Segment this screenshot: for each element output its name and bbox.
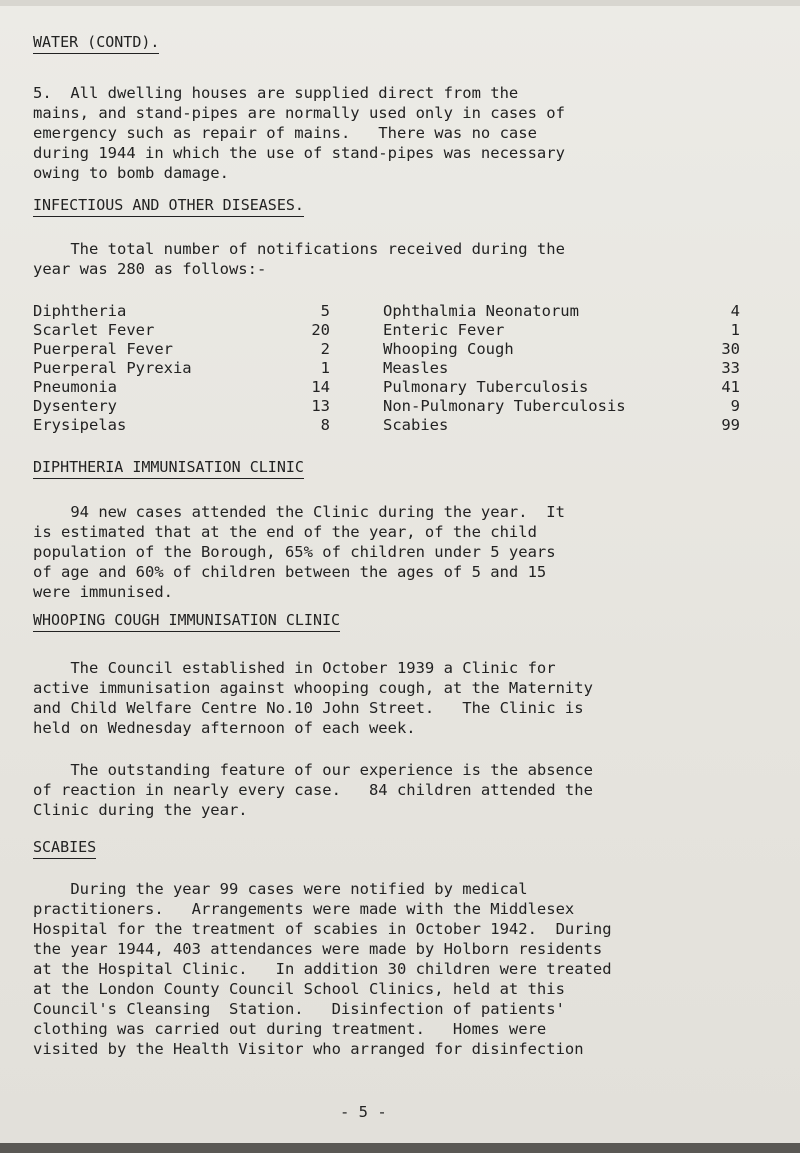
disease-name-enteric-fever: Enteric Fever: [383, 321, 505, 339]
infectious-intro-2: year was 280 as follows:-: [33, 260, 267, 278]
scabies-line-9: visited by the Health Visitor who arranged for disinfection: [33, 1040, 584, 1058]
diphtheria-clinic-line-5: were immunised.: [33, 583, 173, 601]
diphtheria-clinic-heading: DIPHTHERIA IMMUNISATION CLINIC: [33, 458, 304, 479]
disease-count-diphtheria: 5: [320, 302, 330, 320]
scabies-line-6: at the London County Council School Clinics, held at this: [33, 980, 565, 998]
disease-count-pulmonary-tuberculosis: 41: [721, 378, 740, 396]
disease-count-whooping-cough: 30: [721, 340, 740, 358]
page-number: - 5 -: [340, 1103, 387, 1121]
disease-count-erysipelas: 8: [320, 416, 330, 434]
scabies-line-2: practitioners. Arrangements were made with the Middlesex: [33, 900, 575, 918]
page-bottom-edge: [0, 1143, 800, 1153]
scabies-line-7: Council's Cleansing Station. Disinfection of patients': [33, 1000, 565, 1018]
scabies-line-1: During the year 99 cases were notified by medical: [33, 880, 528, 898]
whooping-clinic-p1-line-2: active immunisation against whooping cough, at the Maternity: [33, 679, 593, 697]
water-line-1: 5. All dwelling houses are supplied direct from the: [33, 84, 519, 102]
disease-name-scabies: Scabies: [383, 416, 449, 434]
disease-count-pneumonia: 14: [311, 378, 330, 396]
disease-count-measles: 33: [721, 359, 740, 377]
disease-name-scarlet-fever: Scarlet Fever: [33, 321, 155, 339]
diphtheria-clinic-line-2: is estimated that at the end of the year, of the child: [33, 523, 537, 541]
disease-name-puerperal-pyrexia: Puerperal Pyrexia: [33, 359, 192, 377]
disease-count-scarlet-fever: 20: [311, 321, 330, 339]
disease-name-pneumonia: Pneumonia: [33, 378, 117, 396]
disease-name-non-pulmonary-tuberculosis: Non-Pulmonary Tuberculosis: [383, 397, 626, 415]
infectious-heading: INFECTIOUS AND OTHER DISEASES.: [33, 196, 304, 217]
disease-name-erysipelas: Erysipelas: [33, 416, 127, 434]
disease-name-whooping-cough: Whooping Cough: [383, 340, 514, 358]
scabies-heading: SCABIES: [33, 838, 96, 859]
scabies-line-3: Hospital for the treatment of scabies in October 1942. During: [33, 920, 612, 938]
disease-name-puerperal-fever: Puerperal Fever: [33, 340, 173, 358]
whooping-clinic-p1-line-1: The Council established in October 1939 a Clinic for: [33, 659, 556, 677]
disease-count-ophthalmia-neonatorum: 4: [730, 302, 740, 320]
disease-name-diphtheria: Diphtheria: [33, 302, 127, 320]
whooping-clinic-p2-line-3: Clinic during the year.: [33, 801, 248, 819]
whooping-clinic-p1-line-4: held on Wednesday afternoon of each week.: [33, 719, 416, 737]
water-line-5: owing to bomb damage.: [33, 164, 229, 182]
water-line-3: emergency such as repair of mains. There was no case: [33, 124, 537, 142]
whooping-clinic-p2-line-1: The outstanding feature of our experience is the absence: [33, 761, 593, 779]
disease-name-ophthalmia-neonatorum: Ophthalmia Neonatorum: [383, 302, 579, 320]
disease-count-scabies: 99: [721, 416, 740, 434]
whooping-clinic-p2-line-2: of reaction in nearly every case. 84 children attended the: [33, 781, 593, 799]
water-line-4: during 1944 in which the use of stand-pipes was necessary: [33, 144, 565, 162]
scabies-line-4: the year 1944, 403 attendances were made by Holborn residents: [33, 940, 603, 958]
whooping-clinic-p1-line-3: and Child Welfare Centre No.10 John Street. The Clinic is: [33, 699, 584, 717]
disease-count-puerperal-fever: 2: [320, 340, 330, 358]
diphtheria-clinic-line-3: population of the Borough, 65% of children under 5 years: [33, 543, 556, 561]
scabies-line-8: clothing was carried out during treatment. Homes were: [33, 1020, 547, 1038]
water-line-2: mains, and stand-pipes are normally used only in cases of: [33, 104, 565, 122]
disease-count-non-pulmonary-tuberculosis: 9: [730, 397, 740, 415]
disease-name-dysentery: Dysentery: [33, 397, 117, 415]
infectious-intro-1: The total number of notifications received during the: [33, 240, 565, 258]
disease-count-puerperal-pyrexia: 1: [320, 359, 330, 377]
diphtheria-clinic-line-1: 94 new cases attended the Clinic during the year. It: [33, 503, 565, 521]
water-heading: WATER (CONTD).: [33, 33, 159, 54]
disease-name-pulmonary-tuberculosis: Pulmonary Tuberculosis: [383, 378, 589, 396]
disease-count-dysentery: 13: [311, 397, 330, 415]
page-top-edge: [0, 0, 800, 6]
diphtheria-clinic-line-4: of age and 60% of children between the ages of 5 and 15: [33, 563, 547, 581]
whooping-clinic-heading: WHOOPING COUGH IMMUNISATION CLINIC: [33, 611, 340, 632]
scabies-line-5: at the Hospital Clinic. In addition 30 children were treated: [33, 960, 612, 978]
disease-count-enteric-fever: 1: [730, 321, 740, 339]
disease-name-measles: Measles: [383, 359, 449, 377]
